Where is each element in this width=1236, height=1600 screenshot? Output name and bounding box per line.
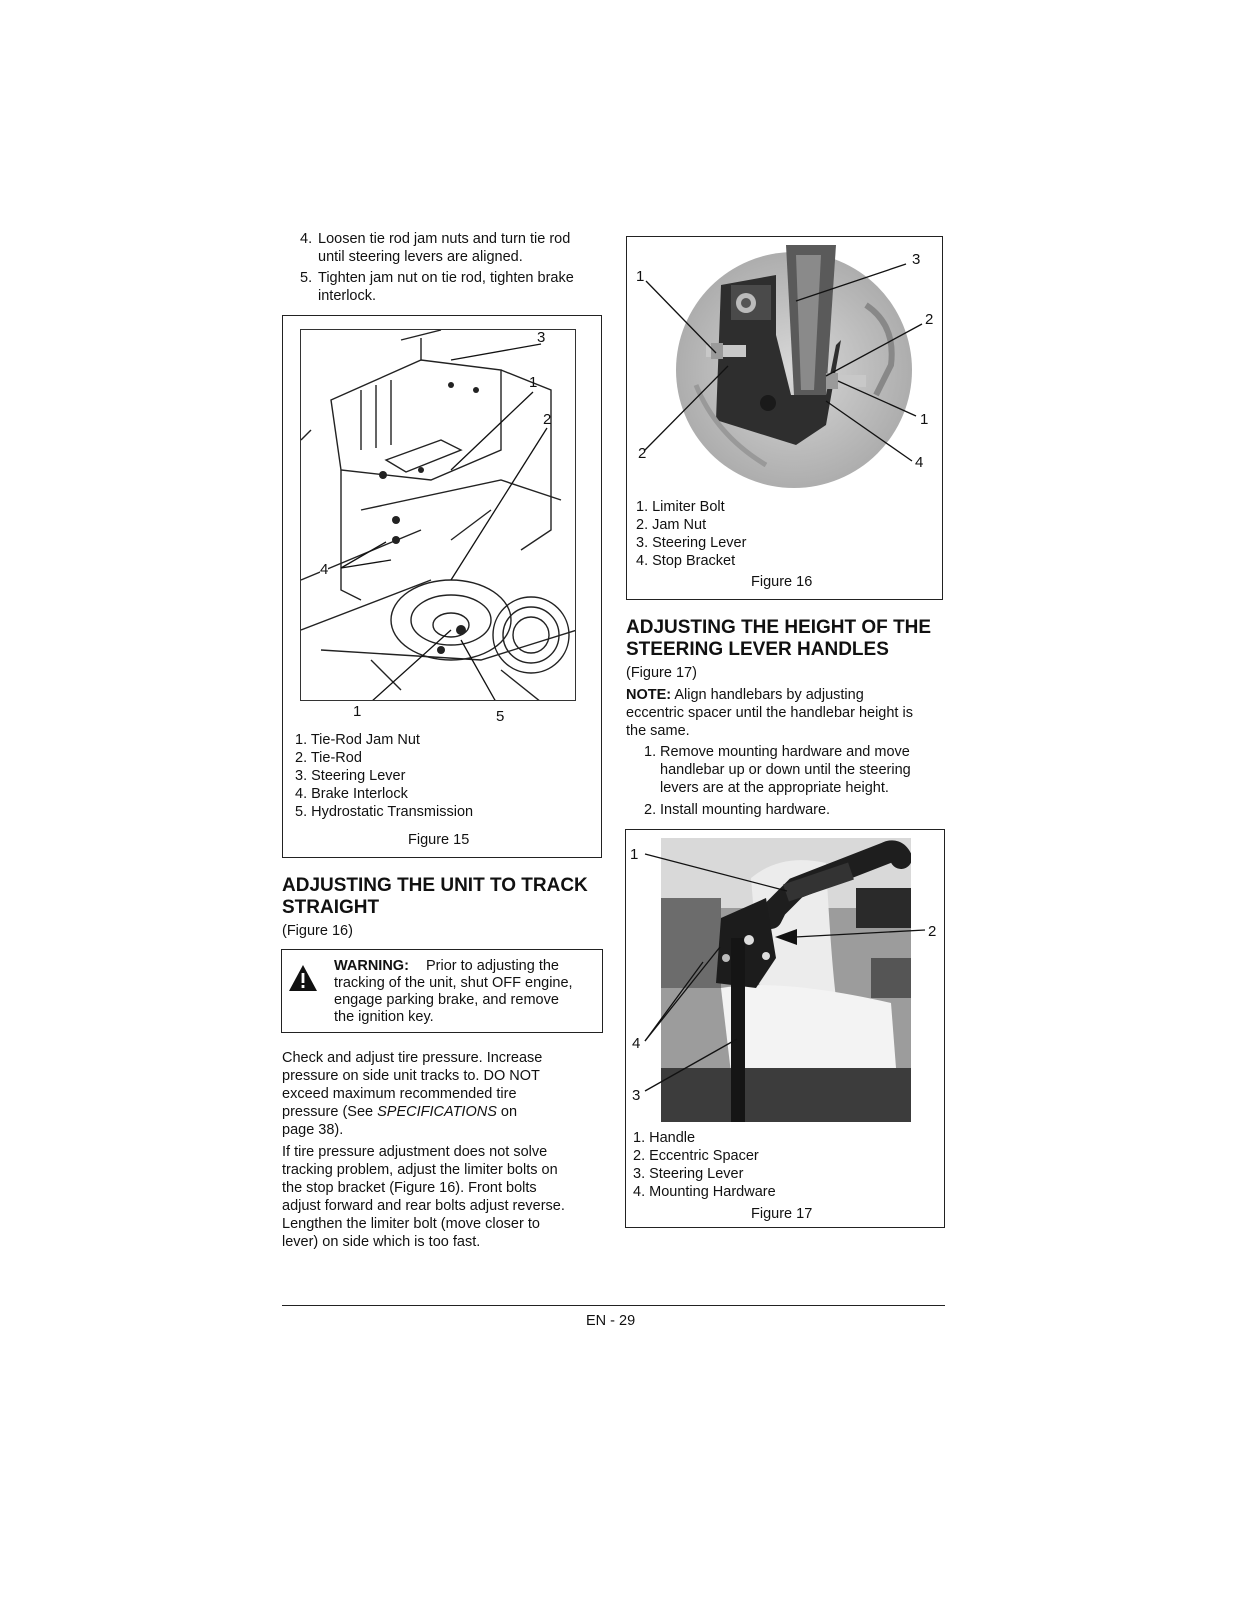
legend-item: 3. Steering Lever bbox=[295, 768, 406, 784]
figure-reference: (Figure 16) bbox=[282, 923, 353, 939]
fig15-callout-3: 3 bbox=[537, 329, 546, 346]
legend-item: 3. Steering Lever bbox=[636, 535, 747, 551]
step-5-number: 5. bbox=[300, 270, 313, 286]
fig15-callout-5: 5 bbox=[496, 708, 505, 725]
step-5-line-1: Tighten jam nut on tie rod, tighten brake bbox=[318, 270, 574, 286]
fig16-callout-1-right: 1 bbox=[920, 411, 929, 428]
warning-line-1: Prior to adjusting the bbox=[426, 958, 559, 974]
para2-line-1: If tire pressure adjustment does not solve bbox=[282, 1144, 548, 1160]
fig17-callout-4: 4 bbox=[632, 1035, 641, 1052]
legend-item: 1. Tie-Rod Jam Nut bbox=[295, 732, 420, 748]
figure-17-caption: Figure 17 bbox=[751, 1206, 813, 1222]
figure-16-caption: Figure 16 bbox=[751, 574, 813, 590]
figure-16-leader-lines bbox=[626, 236, 943, 496]
step-4-number: 4. bbox=[300, 231, 313, 247]
note-line-2: eccentric spacer until the handlebar height is bbox=[626, 705, 913, 721]
fig15-callout-1-top: 1 bbox=[529, 374, 538, 391]
legend-item: 2. Eccentric Spacer bbox=[633, 1148, 759, 1164]
figure-15-legend bbox=[295, 731, 473, 821]
step-4-line-1: Loosen tie rod jam nuts and turn tie rod bbox=[318, 231, 571, 247]
warning-line-4: the ignition key. bbox=[334, 1009, 434, 1025]
warning-line-3: engage parking brake, and remove bbox=[334, 992, 559, 1008]
figure-reference: (Figure 17) bbox=[626, 665, 697, 681]
fig16-callout-4: 4 bbox=[915, 454, 924, 471]
step-2-number: 2. bbox=[644, 802, 657, 818]
figure-17-legend bbox=[633, 1129, 776, 1201]
fig17-callout-3: 3 bbox=[632, 1087, 641, 1104]
para2-line-2: tracking problem, adjust the limiter bolts on bbox=[282, 1162, 558, 1178]
legend-item: 4. Mounting Hardware bbox=[633, 1184, 776, 1200]
step-2-line-1: Install mounting hardware. bbox=[660, 802, 831, 818]
fig17-callout-2: 2 bbox=[928, 923, 937, 940]
step-1-number: 1. bbox=[644, 744, 657, 760]
legend-item: 4. Stop Bracket bbox=[636, 553, 736, 569]
note-text: Align handlebars by adjusting bbox=[671, 687, 864, 703]
para2-line-6: lever) on side which is too fast. bbox=[282, 1234, 481, 1250]
step-4-line-2: until steering levers are aligned. bbox=[318, 249, 523, 265]
para1-text: on bbox=[496, 1104, 518, 1120]
para2-line-5: Lengthen the limiter bolt (move closer to bbox=[282, 1216, 540, 1232]
para2-line-4: adjust forward and rear bolts adjust reverse. bbox=[282, 1198, 565, 1214]
para1-line-2: pressure on side unit tracks to. DO NOT bbox=[282, 1068, 540, 1084]
step-1-line-1: Remove mounting hardware and move bbox=[660, 744, 910, 760]
fig16-callout-3: 3 bbox=[912, 251, 921, 268]
note-label: NOTE: bbox=[626, 687, 672, 703]
fig16-callout-1-left: 1 bbox=[636, 268, 645, 285]
warning-triangle-icon bbox=[288, 964, 318, 992]
legend-item: 2. Jam Nut bbox=[636, 517, 707, 533]
para1-line-1: Check and adjust tire pressure. Increase bbox=[282, 1050, 543, 1066]
para1-line-5: page 38). bbox=[282, 1122, 344, 1138]
legend-item: 2. Tie-Rod bbox=[295, 750, 362, 766]
specifications-ref: SPECIFICATIONS bbox=[377, 1104, 497, 1120]
footer-rule bbox=[282, 1305, 945, 1306]
legend-item: 1. Limiter Bolt bbox=[636, 499, 725, 515]
para1-line-3: exceed maximum recommended tire bbox=[282, 1086, 517, 1102]
fig15-callout-4: 4 bbox=[320, 561, 329, 578]
fig16-callout-2-left: 2 bbox=[638, 445, 647, 462]
para1-line-4 bbox=[282, 1103, 517, 1121]
fig15-callout-1-bottom: 1 bbox=[353, 703, 362, 720]
section-heading-height-line-1: ADJUSTING THE HEIGHT OF THE bbox=[626, 617, 932, 638]
note-line-3: the same. bbox=[626, 723, 690, 739]
figure-16-legend bbox=[636, 498, 746, 570]
note-line-1 bbox=[626, 686, 864, 704]
section-heading-height-line-2: STEERING LEVER HANDLES bbox=[626, 639, 889, 660]
step-1-line-2: handlebar up or down until the steering bbox=[660, 762, 911, 778]
fig17-callout-1: 1 bbox=[630, 846, 639, 863]
section-heading-track-line-1: ADJUSTING THE UNIT TO TRACK bbox=[282, 875, 588, 896]
warning-label: WARNING: bbox=[334, 958, 409, 974]
para2-line-3: the stop bracket (Figure 16). Front bolts bbox=[282, 1180, 537, 1196]
fig15-callout-2: 2 bbox=[543, 411, 552, 428]
fig16-callout-2-right: 2 bbox=[925, 311, 934, 328]
section-heading-track-line-2: STRAIGHT bbox=[282, 897, 380, 918]
legend-item: 1. Handle bbox=[633, 1130, 696, 1146]
step-1-line-3: levers are at the appropriate height. bbox=[660, 780, 889, 796]
figure-15-caption: Figure 15 bbox=[408, 832, 470, 848]
para1-text: pressure (See bbox=[282, 1104, 378, 1120]
warning-line-2: tracking of the unit, shut OFF engine, bbox=[334, 975, 573, 991]
page-number: EN - 29 bbox=[586, 1313, 636, 1329]
step-5-line-2: interlock. bbox=[318, 288, 377, 304]
legend-item: 4. Brake Interlock bbox=[295, 786, 408, 802]
figure-17-leader-lines bbox=[625, 829, 945, 1129]
legend-item: 3. Steering Lever bbox=[633, 1166, 744, 1182]
legend-item: 5. Hydrostatic Transmission bbox=[295, 804, 474, 820]
